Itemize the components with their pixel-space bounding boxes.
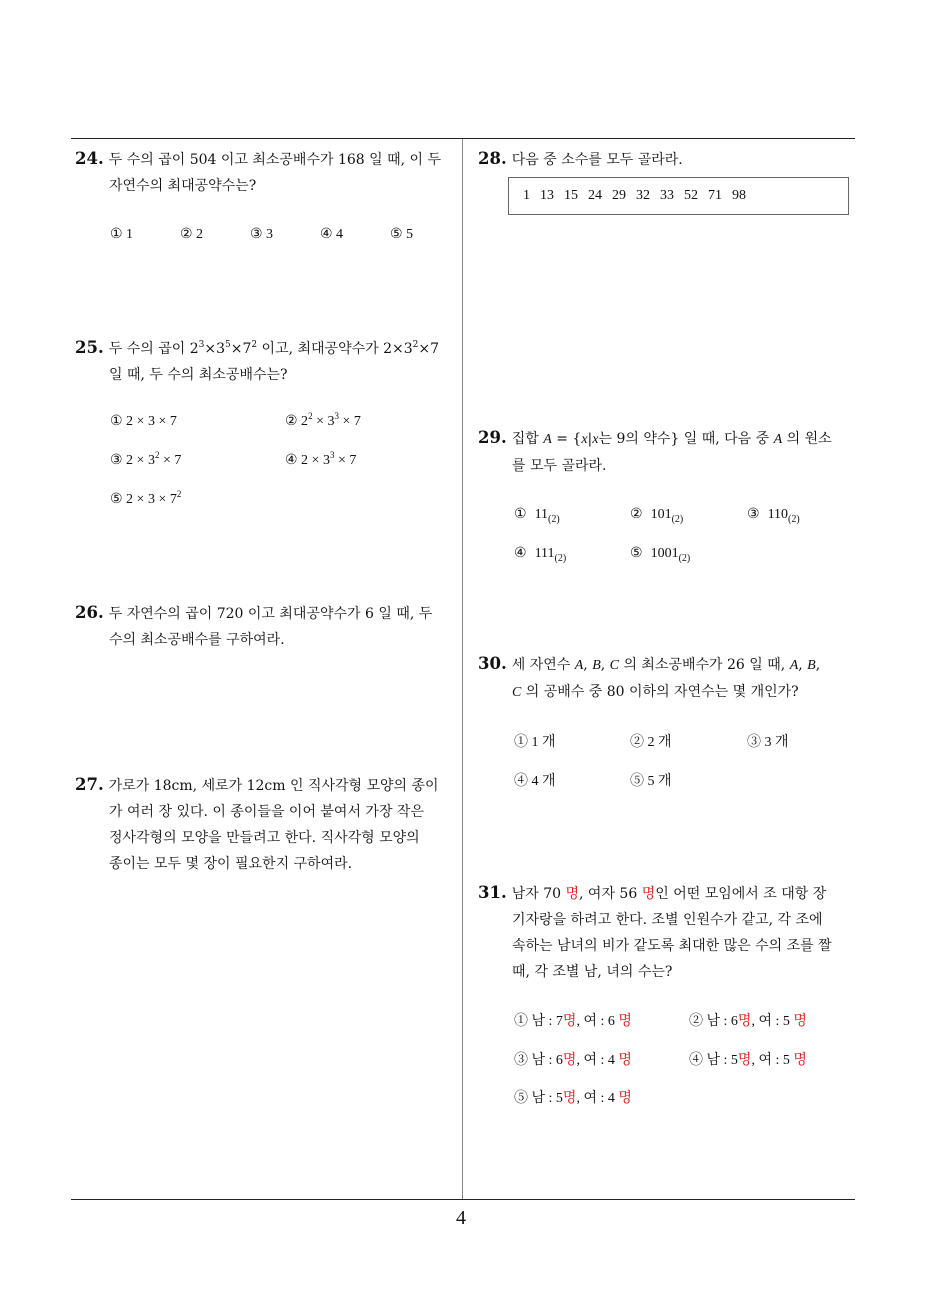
option-3[interactable]: ③ $110_{(2)}$ bbox=[747, 507, 800, 525]
question-text-line4: 종이는 모두 몇 장이 필요한지 구하여라. bbox=[109, 856, 353, 872]
question-text-line2: 를 모두 골라라. bbox=[512, 458, 607, 474]
number-item: 71 bbox=[708, 188, 722, 203]
option-2[interactable]: ② 2 개 bbox=[630, 735, 672, 750]
question-number: 26. bbox=[75, 603, 104, 622]
number-item: 13 bbox=[540, 188, 554, 203]
option-4[interactable]: ④ $111_{(2)}$ bbox=[514, 546, 567, 564]
question-25 bbox=[75, 335, 460, 388]
option-3[interactable]: ③ 3 bbox=[250, 227, 274, 242]
question-number: 31. bbox=[478, 883, 507, 902]
question-31 bbox=[478, 880, 863, 985]
question-text-line2: 자연수의 최대공약수는? bbox=[109, 178, 257, 194]
option-2[interactable]: ② 2 bbox=[180, 227, 204, 242]
question-number: 27. bbox=[75, 775, 104, 794]
option-4[interactable]: ④ 4 bbox=[320, 227, 344, 242]
question-24 bbox=[75, 146, 460, 199]
number-item: 15 bbox=[564, 188, 578, 203]
question-30 bbox=[478, 651, 863, 706]
question-text-line1: 두 자연수의 곱이 720 이고 최대공약수가 6 일 때, 두 bbox=[108, 606, 433, 622]
page-number: 4 bbox=[456, 1207, 466, 1229]
option-5[interactable]: ⑤ 5 bbox=[390, 227, 414, 242]
number-item: 24 bbox=[588, 188, 602, 203]
question-text-line1: 남자 70 명, 여자 56 명인 어떤 모임에서 조 대항 장 bbox=[511, 886, 827, 902]
option-5[interactable]: ⑤ $1001_{(2)}$ bbox=[630, 546, 691, 564]
top-rule bbox=[71, 138, 855, 139]
option-3[interactable]: ③ 남 : 6명, 여 : 4 명 bbox=[514, 1053, 632, 1068]
number-item: 33 bbox=[660, 188, 674, 203]
question-26 bbox=[75, 600, 460, 653]
question-text-line1: 가로가 18cm, 세로가 12cm 인 직사각형 모양의 종이 bbox=[108, 778, 439, 794]
question-text-line2: C 의 공배수 중 80 이하의 자연수는 몇 개인가? bbox=[512, 684, 799, 700]
option-4[interactable]: ④ 4 개 bbox=[514, 774, 556, 789]
question-number: 24. bbox=[75, 149, 104, 168]
bottom-rule bbox=[71, 1199, 855, 1200]
option-1[interactable]: ① 1 개 bbox=[514, 735, 556, 750]
question-number: 29. bbox=[478, 428, 507, 447]
question-text-line1: 다음 중 소수를 모두 골라라. bbox=[511, 152, 683, 168]
option-2[interactable]: ② $2^2 \times 3^3 \times 7$ bbox=[285, 411, 361, 429]
number-item: 29 bbox=[612, 188, 626, 203]
question-27 bbox=[75, 772, 460, 877]
question-text-line4: 때, 각 조별 남, 녀의 수는? bbox=[512, 964, 673, 980]
question-text-line2: 수의 최소공배수를 구하여라. bbox=[109, 632, 285, 648]
option-4[interactable]: ④ $2 \times 3^3 \times 7$ bbox=[285, 450, 357, 468]
option-1[interactable]: ① 2 × 3 × 7 bbox=[110, 414, 177, 429]
question-28 bbox=[478, 146, 863, 173]
option-1[interactable]: ① 1 bbox=[110, 227, 134, 242]
option-5[interactable]: ⑤ 5 개 bbox=[630, 774, 672, 789]
question-number: 28. bbox=[478, 149, 507, 168]
option-2[interactable]: ② $101_{(2)}$ bbox=[630, 507, 684, 525]
question-text-line1: 세 자연수 A, B, C 의 최소공배수가 26 일 때, A, B, bbox=[511, 657, 821, 673]
question-number: 30. bbox=[478, 654, 507, 673]
question-text-line2: 일 때, 두 수의 최소공배수는? bbox=[109, 367, 288, 383]
question-text-line1: 두 수의 곱이 504 이고 최소공배수가 168 일 때, 이 두 bbox=[108, 152, 442, 168]
question-text-line2: 가 여러 장 있다. 이 종이들을 이어 붙여서 가장 작은 bbox=[109, 804, 424, 820]
question-text-line3: 속하는 남녀의 비가 같도록 최대한 많은 수의 조를 짤 bbox=[512, 938, 832, 954]
question-text-line2: 기자랑을 하려고 한다. 조별 인원수가 같고, 각 조에 bbox=[512, 912, 823, 928]
option-4[interactable]: ④ 남 : 5명, 여 : 5 명 bbox=[689, 1053, 807, 1068]
question-text-line1: 두 수의 곱이 $2^3\times 3^5\times 7^2$ 이고, 최대공약수가 $2\times 3^2\times 7$ bbox=[108, 340, 440, 357]
option-5[interactable]: ⑤ $2 \times 3 \times 7^2$ bbox=[110, 489, 182, 507]
option-2[interactable]: ② 남 : 6명, 여 : 5 명 bbox=[689, 1014, 807, 1029]
number-item: 98 bbox=[732, 188, 746, 203]
option-3[interactable]: ③ $2 \times 3^2 \times 7$ bbox=[110, 450, 182, 468]
number-item: 1 bbox=[523, 188, 530, 203]
column-divider bbox=[462, 139, 463, 1199]
question-text-line3: 정사각형의 모양을 만들려고 한다. 직사각형 모양의 bbox=[109, 830, 420, 846]
option-1[interactable]: ① $11_{(2)}$ bbox=[514, 507, 560, 525]
number-item: 52 bbox=[684, 188, 698, 203]
option-5[interactable]: ⑤ 남 : 5명, 여 : 4 명 bbox=[514, 1091, 632, 1106]
option-3[interactable]: ③ 3 개 bbox=[747, 735, 789, 750]
question-29 bbox=[478, 425, 863, 479]
number-list-box bbox=[508, 177, 849, 215]
number-item: 32 bbox=[636, 188, 650, 203]
question-text-line1: 집합 A = {x|x는 9의 약수} 일 때, 다음 중 A 의 원소 bbox=[511, 431, 832, 447]
option-1[interactable]: ① 남 : 7명, 여 : 6 명 bbox=[514, 1014, 632, 1029]
question-number: 25. bbox=[75, 338, 104, 357]
